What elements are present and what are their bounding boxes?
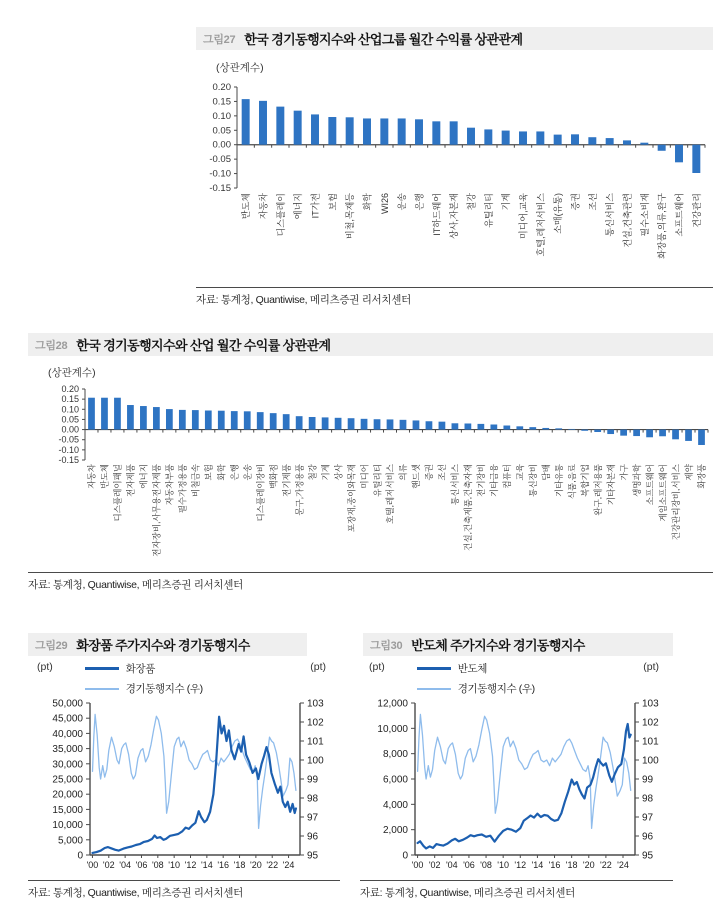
figure-29-legend — [85, 661, 203, 696]
svg-text:'24: '24 — [282, 860, 295, 870]
svg-text:'08: '08 — [151, 860, 164, 870]
svg-text:문구,가정용품: 문구,가정용품 — [294, 464, 305, 516]
svg-text:20,000: 20,000 — [52, 789, 83, 801]
svg-text:50,000: 50,000 — [52, 699, 83, 710]
svg-text:100: 100 — [642, 755, 659, 767]
coincident-index-line-swatch — [85, 688, 119, 690]
svg-text:'22: '22 — [600, 860, 612, 870]
svg-text:비철금속: 비철금속 — [190, 464, 201, 497]
svg-text:기타유통: 기타유통 — [553, 464, 564, 497]
svg-text:96: 96 — [642, 831, 654, 843]
svg-text:통신서비스: 통신서비스 — [450, 464, 461, 506]
svg-text:'06: '06 — [463, 860, 475, 870]
semiconductor-line-swatch — [417, 667, 451, 670]
figure-29-header — [28, 633, 307, 656]
figure-30-legend — [417, 661, 535, 696]
figure-30-number: 그림30 — [370, 639, 403, 652]
svg-text:유틸리티: 유틸리티 — [483, 193, 494, 228]
figure-29-number: 그림29 — [35, 639, 68, 652]
svg-text:에너지: 에너지 — [293, 193, 304, 220]
svg-text:자동차부품: 자동차부품 — [164, 464, 175, 506]
svg-text:컴퓨터: 컴퓨터 — [502, 464, 513, 489]
svg-text:0: 0 — [402, 850, 408, 862]
svg-text:반도체: 반도체 — [99, 464, 110, 489]
svg-text:103: 103 — [642, 699, 659, 710]
svg-text:'12: '12 — [514, 860, 527, 870]
figure-30-legend-band — [360, 661, 673, 699]
svg-text:건설,건축관련: 건설,건축관련 — [622, 193, 633, 248]
svg-text:철강: 철강 — [466, 193, 477, 211]
svg-text:102: 102 — [307, 717, 324, 729]
svg-text:98: 98 — [307, 793, 319, 805]
figure-28-y-axis-unit: (상관계수) — [48, 367, 96, 379]
svg-text:건강관리: 건강관리 — [691, 192, 702, 228]
svg-text:0.15: 0.15 — [212, 96, 231, 108]
figure-29-right-axis-unit: (pt) — [310, 661, 326, 673]
svg-text:'16: '16 — [548, 860, 561, 870]
svg-text:호텔,레저서비스: 호텔,레저서비스 — [535, 193, 546, 257]
legend-label: 경기동행지수 (우) — [457, 683, 535, 695]
cosmetics-line-swatch — [85, 667, 119, 670]
figure-27-bar-chart — [196, 74, 713, 284]
svg-text:'24: '24 — [617, 860, 629, 870]
svg-text:'06: '06 — [135, 860, 148, 870]
svg-text:필수소비재: 필수소비재 — [639, 193, 650, 237]
svg-text:의류: 의류 — [398, 464, 409, 481]
svg-text:103: 103 — [307, 699, 324, 710]
svg-text:2,000: 2,000 — [382, 825, 408, 837]
figure-30-line-chart — [360, 699, 673, 877]
figure-29-source: 자료: 통계청, Quantiwise, 메리츠증권 리서치센터 — [28, 880, 340, 900]
svg-text:'04: '04 — [445, 860, 458, 870]
svg-text:0.00: 0.00 — [212, 139, 231, 151]
figure-30-right-axis-unit: (pt) — [643, 661, 659, 673]
svg-text:95: 95 — [307, 850, 319, 862]
svg-text:'10: '10 — [168, 860, 181, 870]
svg-text:보험: 보험 — [327, 193, 338, 211]
svg-text:호텔,레저서비스: 호텔,레저서비스 — [385, 464, 396, 524]
svg-text:10,000: 10,000 — [377, 723, 408, 735]
svg-text:은행: 은행 — [414, 193, 425, 211]
figure-27-header — [196, 27, 713, 50]
svg-text:건강관리장비,서비스: 건강관리장비,서비스 — [670, 464, 681, 541]
figure-28-number: 그림28 — [35, 339, 68, 352]
svg-text:전자장비,사무용전자제품: 전자장비,사무용전자제품 — [151, 464, 162, 557]
svg-text:40,000: 40,000 — [52, 728, 83, 740]
svg-text:전기장비: 전기장비 — [476, 464, 487, 497]
figure-29-left-axis-unit: (pt) — [37, 661, 53, 673]
svg-text:35,000: 35,000 — [52, 744, 83, 756]
svg-text:건설,건축제품,건축자재: 건설,건축제품,건축자재 — [463, 464, 474, 551]
figure-30-source: 자료: 통계청, Quantiwise, 메리츠증권 리서치센터 — [360, 880, 673, 900]
svg-text:교육: 교육 — [515, 464, 526, 481]
figure-28 — [28, 333, 713, 592]
figure-27-title: 한국 경기동행지수와 산업그룹 월간 수익률 상관관계 — [244, 32, 523, 47]
figure-27-source: 자료: 통계청, Quantiwise, 메리츠증권 리서치센터 — [196, 287, 713, 307]
svg-text:0.00: 0.00 — [61, 424, 79, 435]
svg-text:97: 97 — [642, 812, 654, 824]
svg-text:'18: '18 — [233, 860, 246, 870]
legend-item-cosmetics — [85, 661, 203, 676]
svg-text:'14: '14 — [200, 860, 213, 870]
legend-item-coincident-index — [417, 681, 535, 696]
svg-text:식품,음료: 식품,음료 — [566, 464, 577, 500]
svg-text:4,000: 4,000 — [382, 799, 408, 811]
svg-text:핸드셋: 핸드셋 — [411, 464, 422, 489]
svg-text:102: 102 — [642, 717, 659, 729]
svg-text:IT하드웨어: IT하드웨어 — [431, 193, 442, 236]
svg-text:-0.15: -0.15 — [209, 183, 231, 194]
svg-text:게임소프트웨어: 게임소프트웨어 — [657, 464, 668, 522]
svg-text:반도체: 반도체 — [241, 193, 252, 220]
svg-text:99: 99 — [307, 774, 319, 786]
svg-text:증권: 증권 — [570, 193, 581, 211]
legend-item-coincident-index — [85, 681, 203, 696]
figure-28-title: 한국 경기동행지수와 산업 월간 수익률 상관관계 — [76, 338, 331, 353]
svg-text:포장재,종이와목재: 포장재,종이와목재 — [346, 464, 357, 533]
svg-text:'14: '14 — [531, 860, 544, 870]
svg-text:99: 99 — [642, 774, 654, 786]
svg-text:화장품: 화장품 — [696, 464, 707, 489]
figure-29-legend-band — [28, 661, 340, 699]
figure-30 — [360, 633, 673, 900]
figure-30-title: 반도체 주가지수와 경기동행지수 — [411, 638, 585, 653]
svg-text:96: 96 — [307, 831, 319, 843]
svg-text:98: 98 — [642, 793, 654, 805]
svg-text:디스플레이: 디스플레이 — [275, 193, 286, 237]
svg-text:101: 101 — [307, 736, 324, 748]
svg-text:0: 0 — [77, 850, 83, 862]
svg-text:10,000: 10,000 — [52, 820, 83, 832]
svg-text:상사: 상사 — [333, 464, 344, 481]
svg-text:0.10: 0.10 — [61, 404, 79, 415]
svg-text:0.20: 0.20 — [61, 384, 79, 394]
svg-text:30,000: 30,000 — [52, 759, 83, 771]
figure-28-bar-chart — [28, 379, 713, 569]
svg-text:기타금융: 기타금융 — [489, 464, 500, 497]
svg-text:소프트웨어: 소프트웨어 — [674, 193, 685, 237]
svg-text:'10: '10 — [497, 860, 510, 870]
svg-text:소매(유통): 소매(유통) — [553, 193, 564, 234]
svg-text:화장품,의류,완구: 화장품,의류,완구 — [657, 193, 668, 259]
svg-text:필수가정용품: 필수가정용품 — [177, 464, 188, 514]
svg-text:0.20: 0.20 — [212, 82, 231, 93]
svg-text:'04: '04 — [119, 860, 132, 870]
svg-text:미디어: 미디어 — [359, 464, 370, 489]
svg-text:8,000: 8,000 — [382, 749, 408, 761]
svg-text:생명과학: 생명과학 — [631, 464, 642, 497]
svg-text:'00: '00 — [411, 860, 424, 870]
svg-text:25,000: 25,000 — [52, 774, 83, 786]
legend-label: 반도체 — [457, 663, 487, 675]
svg-text:증권: 증권 — [424, 464, 435, 481]
svg-text:백화점: 백화점 — [268, 464, 279, 489]
svg-text:화학: 화학 — [216, 464, 227, 481]
svg-text:운송: 운송 — [242, 464, 253, 481]
svg-text:'00: '00 — [86, 860, 99, 870]
svg-text:97: 97 — [307, 812, 319, 824]
svg-text:완구,레저용품: 완구,레저용품 — [592, 464, 603, 516]
svg-text:조선: 조선 — [437, 464, 448, 481]
svg-text:조선: 조선 — [587, 193, 598, 211]
svg-text:-0.05: -0.05 — [209, 154, 231, 166]
svg-text:제약: 제약 — [683, 464, 694, 481]
svg-text:'08: '08 — [480, 860, 492, 870]
legend-label: 경기동행지수 (우) — [125, 683, 203, 695]
figure-29 — [28, 633, 340, 900]
legend-item-semiconductor — [417, 661, 535, 676]
svg-text:0.05: 0.05 — [61, 414, 79, 425]
svg-text:'20: '20 — [250, 860, 262, 870]
svg-text:자동차: 자동차 — [258, 193, 269, 220]
figure-30-left-axis-unit: (pt) — [369, 661, 385, 673]
figure-29-line-chart — [28, 699, 340, 877]
svg-text:통신장비: 통신장비 — [528, 463, 539, 497]
svg-text:화학: 화학 — [362, 193, 373, 211]
svg-text:소프트웨어: 소프트웨어 — [644, 464, 655, 506]
svg-text:101: 101 — [642, 736, 659, 748]
figure-28-source: 자료: 통계청, Quantiwise, 메리츠증권 리서치센터 — [28, 572, 713, 592]
svg-text:기계: 기계 — [320, 464, 331, 481]
svg-text:'18: '18 — [565, 860, 578, 870]
svg-text:유틸리티: 유틸리티 — [372, 464, 383, 497]
svg-text:'22: '22 — [266, 860, 279, 870]
svg-text:미디어,교육: 미디어,교육 — [518, 193, 529, 239]
svg-text:12,000: 12,000 — [377, 699, 408, 710]
svg-text:'02: '02 — [428, 860, 441, 870]
svg-text:-0.10: -0.10 — [209, 168, 231, 180]
svg-text:담배: 담배 — [540, 464, 551, 481]
svg-text:-0.10: -0.10 — [58, 444, 79, 455]
svg-text:디스플레이장비: 디스플레이장비 — [255, 464, 266, 522]
svg-text:0.05: 0.05 — [212, 125, 231, 137]
svg-text:은행: 은행 — [229, 464, 240, 481]
svg-text:'20: '20 — [582, 860, 595, 870]
legend-label: 화장품 — [125, 663, 155, 675]
figure-27-number: 그림27 — [203, 33, 236, 46]
svg-text:에너지: 에너지 — [138, 464, 149, 489]
svg-text:전기제품: 전기제품 — [281, 464, 292, 497]
svg-text:복합기업: 복합기업 — [579, 464, 590, 497]
svg-text:디스플레이패널: 디스플레이패널 — [112, 464, 123, 522]
svg-text:'12: '12 — [184, 860, 197, 870]
svg-text:통신서비스: 통신서비스 — [605, 193, 616, 237]
svg-text:100: 100 — [307, 755, 324, 767]
svg-text:15,000: 15,000 — [52, 804, 83, 816]
svg-text:45,000: 45,000 — [52, 713, 83, 725]
svg-text:-0.15: -0.15 — [58, 455, 79, 465]
svg-text:5,000: 5,000 — [57, 835, 83, 847]
svg-text:가구: 가구 — [618, 464, 629, 481]
svg-text:'02: '02 — [102, 860, 115, 870]
svg-text:자동차: 자동차 — [86, 464, 97, 489]
svg-text:0.15: 0.15 — [61, 394, 79, 405]
svg-text:보험: 보험 — [203, 464, 214, 481]
coincident-index-line-swatch — [417, 688, 451, 690]
svg-text:기계: 기계 — [501, 193, 512, 211]
svg-text:기타자본재: 기타자본재 — [605, 464, 616, 506]
figure-29-title: 화장품 주가지수와 경기동행지수 — [76, 638, 250, 653]
svg-text:IT가전: IT가전 — [310, 193, 321, 219]
svg-text:0.10: 0.10 — [212, 110, 231, 122]
svg-text:철강: 철강 — [307, 464, 318, 481]
svg-text:6,000: 6,000 — [382, 774, 408, 786]
svg-text:상사,자본재: 상사,자본재 — [449, 193, 460, 239]
svg-text:WI26: WI26 — [379, 193, 390, 215]
svg-text:'16: '16 — [217, 860, 230, 870]
figure-30-header — [363, 633, 673, 656]
svg-text:-0.05: -0.05 — [58, 434, 79, 445]
figure-27-y-axis-unit: (상관계수) — [216, 62, 264, 74]
figure-27 — [196, 27, 713, 307]
svg-text:전자제품: 전자제품 — [125, 464, 136, 497]
svg-text:95: 95 — [642, 850, 654, 862]
figure-28-header — [28, 333, 713, 356]
svg-text:비철,목재등: 비철,목재등 — [345, 193, 356, 239]
svg-text:운송: 운송 — [397, 193, 408, 211]
